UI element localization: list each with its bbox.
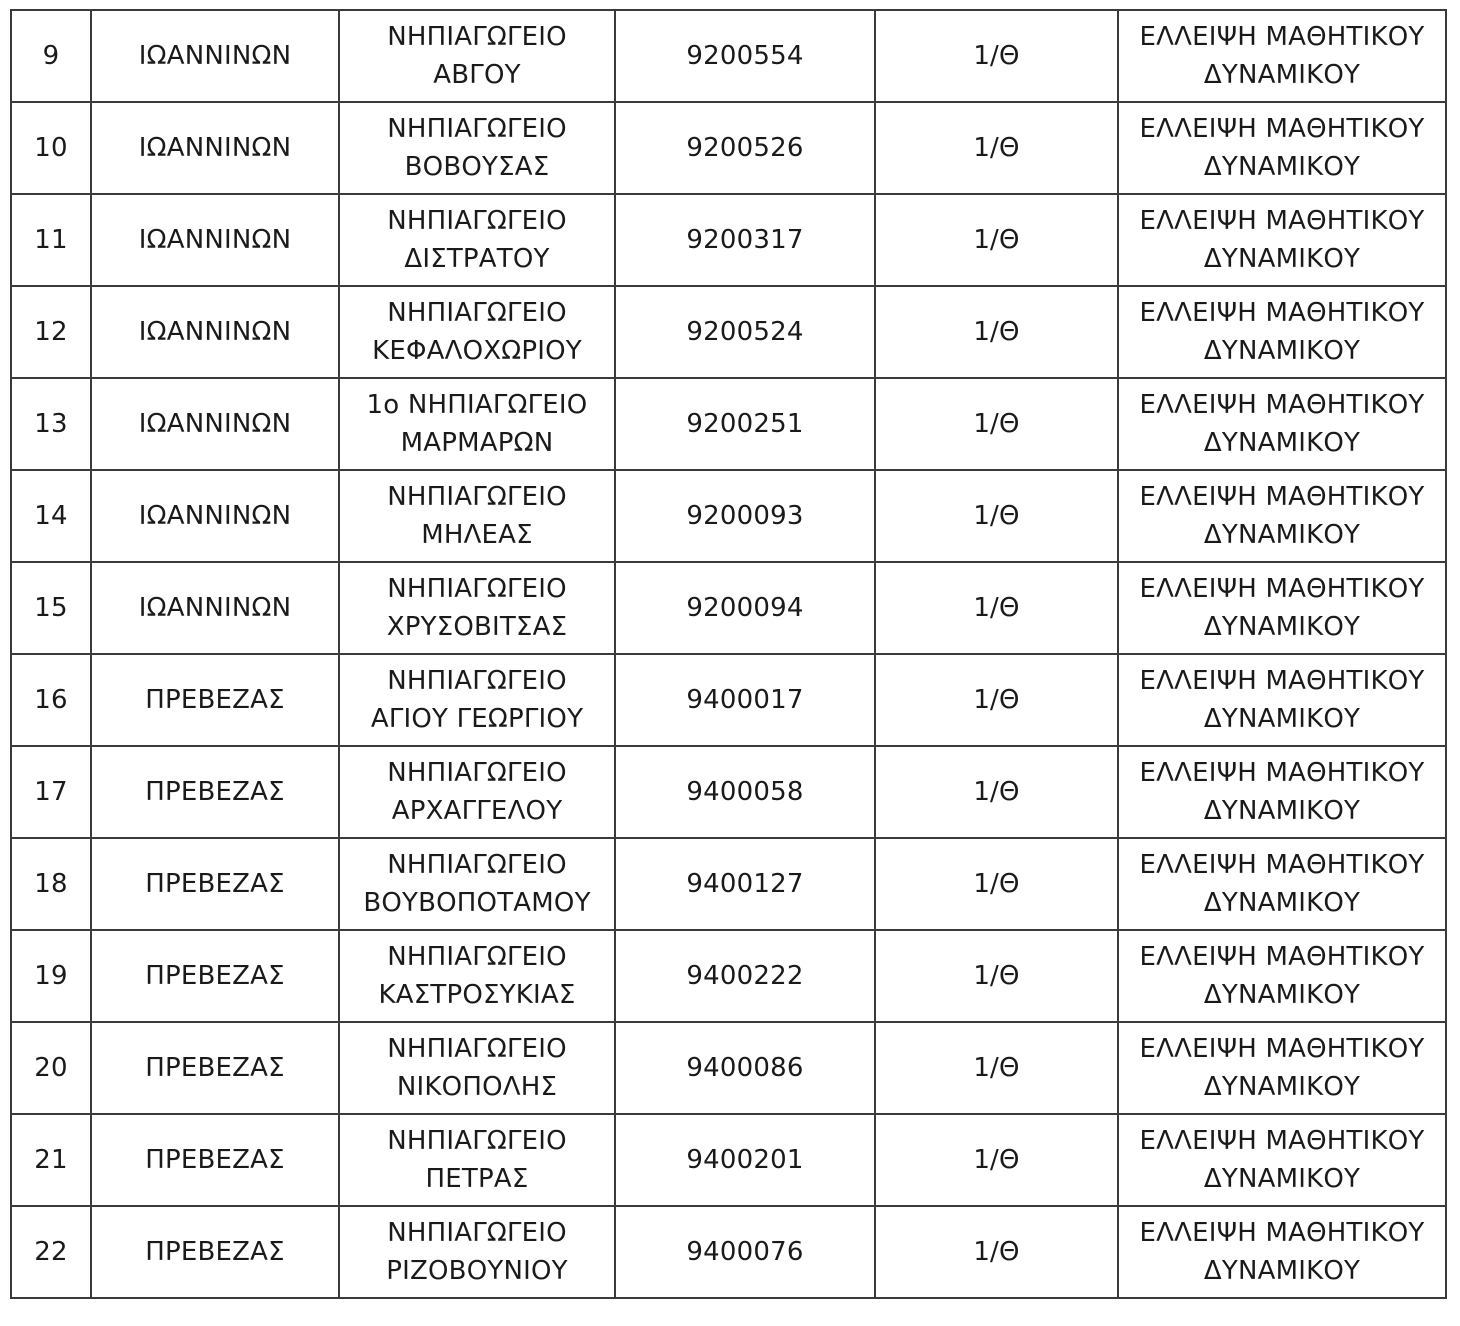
prefecture-text: ΠΡΕΒΕΖΑΣ bbox=[145, 1053, 285, 1083]
table-row bbox=[11, 10, 1446, 102]
row-number-text: 19 bbox=[34, 961, 68, 991]
row-number-cell bbox=[11, 1114, 91, 1206]
table-row bbox=[11, 378, 1446, 470]
row-number-cell bbox=[11, 378, 91, 470]
prefecture-text: ΙΩΑΝΝΙΝΩΝ bbox=[138, 225, 292, 255]
school-name-line-1: ΝΗΠΙΑΓΩΓΕΙΟ bbox=[387, 206, 567, 236]
school-code-cell bbox=[615, 562, 875, 654]
school-type-cell bbox=[875, 930, 1118, 1022]
reason-line-1: ΕΛΛΕΙΨΗ ΜΑΘΗΤΙΚΟΥ bbox=[1139, 1034, 1425, 1064]
reason-line-2: ΔΥΝΑΜΙΚΟΥ bbox=[1203, 1256, 1361, 1286]
reason-line-2: ΔΥΝΑΜΙΚΟΥ bbox=[1203, 1164, 1361, 1194]
row-number-cell bbox=[11, 1206, 91, 1298]
school-name-line-1: ΝΗΠΙΑΓΩΓΕΙΟ bbox=[387, 22, 567, 52]
prefecture-cell bbox=[91, 470, 339, 562]
prefecture-text: ΙΩΑΝΝΙΝΩΝ bbox=[138, 41, 292, 71]
school-type-cell bbox=[875, 102, 1118, 194]
school-code-cell bbox=[615, 102, 875, 194]
school-type-text: 1/Θ bbox=[973, 961, 1020, 991]
school-code-text: 9200524 bbox=[686, 317, 804, 347]
school-name-line-1: ΝΗΠΙΑΓΩΓΕΙΟ bbox=[387, 574, 567, 604]
table-row bbox=[11, 102, 1446, 194]
reason-line-1: ΕΛΛΕΙΨΗ ΜΑΘΗΤΙΚΟΥ bbox=[1139, 1218, 1425, 1248]
reason-cell bbox=[1118, 1206, 1446, 1298]
reason-line-2: ΔΥΝΑΜΙΚΟΥ bbox=[1203, 520, 1361, 550]
table-row bbox=[11, 1206, 1446, 1298]
school-type-text: 1/Θ bbox=[973, 1145, 1020, 1175]
reason-line-1: ΕΛΛΕΙΨΗ ΜΑΘΗΤΙΚΟΥ bbox=[1139, 1126, 1425, 1156]
prefecture-cell bbox=[91, 194, 339, 286]
row-number-cell bbox=[11, 10, 91, 102]
school-name-line-2: ΚΑΣΤΡΟΣΥΚΙΑΣ bbox=[378, 980, 576, 1010]
reason-line-1: ΕΛΛΕΙΨΗ ΜΑΘΗΤΙΚΟΥ bbox=[1139, 114, 1425, 144]
reason-line-1: ΕΛΛΕΙΨΗ ΜΑΘΗΤΙΚΟΥ bbox=[1139, 850, 1425, 880]
reason-line-2: ΔΥΝΑΜΙΚΟΥ bbox=[1203, 796, 1361, 826]
school-name-line-1: ΝΗΠΙΑΓΩΓΕΙΟ bbox=[387, 942, 567, 972]
reason-line-1: ΕΛΛΕΙΨΗ ΜΑΘΗΤΙΚΟΥ bbox=[1139, 390, 1425, 420]
reason-line-2: ΔΥΝΑΜΙΚΟΥ bbox=[1203, 1072, 1361, 1102]
row-number-text: 15 bbox=[34, 593, 68, 623]
school-name-line-2: ΑΡΧΑΓΓΕΛΟΥ bbox=[391, 796, 563, 826]
table-row bbox=[11, 1022, 1446, 1114]
prefecture-text: ΠΡΕΒΕΖΑΣ bbox=[145, 869, 285, 899]
reason-cell bbox=[1118, 654, 1446, 746]
row-number-cell bbox=[11, 286, 91, 378]
school-code-cell bbox=[615, 746, 875, 838]
school-name-line-1: ΝΗΠΙΑΓΩΓΕΙΟ bbox=[387, 298, 567, 328]
reason-line-1: ΕΛΛΕΙΨΗ ΜΑΘΗΤΙΚΟΥ bbox=[1139, 22, 1425, 52]
reason-line-2: ΔΥΝΑΜΙΚΟΥ bbox=[1203, 336, 1361, 366]
prefecture-text: ΙΩΑΝΝΙΝΩΝ bbox=[138, 409, 292, 439]
school-type-cell bbox=[875, 1114, 1118, 1206]
reason-cell bbox=[1118, 286, 1446, 378]
reason-line-1: ΕΛΛΕΙΨΗ ΜΑΘΗΤΙΚΟΥ bbox=[1139, 942, 1425, 972]
school-name-line-2: ΡΙΖΟΒΟΥΝΙΟΥ bbox=[386, 1256, 568, 1286]
school-type-text: 1/Θ bbox=[973, 777, 1020, 807]
row-number-text: 13 bbox=[34, 409, 68, 439]
prefecture-cell bbox=[91, 102, 339, 194]
row-number-cell bbox=[11, 1022, 91, 1114]
prefecture-cell bbox=[91, 286, 339, 378]
reason-line-1: ΕΛΛΕΙΨΗ ΜΑΘΗΤΙΚΟΥ bbox=[1139, 574, 1425, 604]
school-code-text: 9200093 bbox=[686, 501, 804, 531]
reason-line-2: ΔΥΝΑΜΙΚΟΥ bbox=[1203, 152, 1361, 182]
school-type-cell bbox=[875, 378, 1118, 470]
prefecture-text: ΠΡΕΒΕΖΑΣ bbox=[145, 961, 285, 991]
schools-table-container bbox=[10, 9, 1447, 1299]
school-name-line-2: ΚΕΦΑΛΟΧΩΡΙΟΥ bbox=[372, 336, 582, 366]
school-name-line-1: ΝΗΠΙΑΓΩΓΕΙΟ bbox=[387, 758, 567, 788]
school-type-text: 1/Θ bbox=[973, 501, 1020, 531]
school-code-text: 9400017 bbox=[686, 685, 804, 715]
reason-cell bbox=[1118, 930, 1446, 1022]
prefecture-cell bbox=[91, 746, 339, 838]
table-row bbox=[11, 194, 1446, 286]
reason-cell bbox=[1118, 194, 1446, 286]
school-name-cell bbox=[339, 286, 615, 378]
reason-line-2: ΔΥΝΑΜΙΚΟΥ bbox=[1203, 428, 1361, 458]
school-code-cell bbox=[615, 378, 875, 470]
school-name-cell bbox=[339, 378, 615, 470]
school-name-line-2: ΠΕΤΡΑΣ bbox=[425, 1164, 529, 1194]
school-type-cell bbox=[875, 746, 1118, 838]
row-number-cell bbox=[11, 470, 91, 562]
school-code-text: 9400127 bbox=[686, 869, 804, 899]
school-name-line-2: ΧΡΥΣΟΒΙΤΣΑΣ bbox=[386, 612, 568, 642]
table-row bbox=[11, 654, 1446, 746]
school-code-text: 9400058 bbox=[686, 777, 804, 807]
prefecture-cell bbox=[91, 1114, 339, 1206]
prefecture-text: ΠΡΕΒΕΖΑΣ bbox=[145, 685, 285, 715]
reason-cell bbox=[1118, 378, 1446, 470]
table-row bbox=[11, 1114, 1446, 1206]
reason-cell bbox=[1118, 562, 1446, 654]
school-name-line-2: ΜΑΡΜΑΡΩΝ bbox=[400, 428, 554, 458]
row-number-cell bbox=[11, 930, 91, 1022]
reason-cell bbox=[1118, 838, 1446, 930]
school-code-cell bbox=[615, 838, 875, 930]
school-name-line-1: ΝΗΠΙΑΓΩΓΕΙΟ bbox=[387, 114, 567, 144]
reason-cell bbox=[1118, 1114, 1446, 1206]
prefecture-text: ΙΩΑΝΝΙΝΩΝ bbox=[138, 317, 292, 347]
school-name-cell bbox=[339, 562, 615, 654]
table-row bbox=[11, 470, 1446, 562]
school-code-text: 9200317 bbox=[686, 225, 804, 255]
row-number-cell bbox=[11, 102, 91, 194]
school-code-cell bbox=[615, 1022, 875, 1114]
school-code-cell bbox=[615, 1206, 875, 1298]
school-name-cell bbox=[339, 930, 615, 1022]
school-type-cell bbox=[875, 286, 1118, 378]
reason-line-1: ΕΛΛΕΙΨΗ ΜΑΘΗΤΙΚΟΥ bbox=[1139, 758, 1425, 788]
school-name-cell bbox=[339, 470, 615, 562]
prefecture-text: ΠΡΕΒΕΖΑΣ bbox=[145, 1237, 285, 1267]
school-code-text: 9200094 bbox=[686, 593, 804, 623]
schools-table bbox=[10, 9, 1447, 1299]
prefecture-text: ΠΡΕΒΕΖΑΣ bbox=[145, 777, 285, 807]
row-number-text: 10 bbox=[34, 133, 68, 163]
reason-line-1: ΕΛΛΕΙΨΗ ΜΑΘΗΤΙΚΟΥ bbox=[1139, 666, 1425, 696]
school-code-text: 9200554 bbox=[686, 41, 804, 71]
school-name-line-2: ΒΟΥΒΟΠΟΤΑΜΟΥ bbox=[363, 888, 591, 918]
school-type-text: 1/Θ bbox=[973, 1237, 1020, 1267]
reason-line-2: ΔΥΝΑΜΙΚΟΥ bbox=[1203, 704, 1361, 734]
prefecture-text: ΙΩΑΝΝΙΝΩΝ bbox=[138, 133, 292, 163]
reason-cell bbox=[1118, 10, 1446, 102]
row-number-text: 18 bbox=[34, 869, 68, 899]
reason-line-2: ΔΥΝΑΜΙΚΟΥ bbox=[1203, 612, 1361, 642]
school-type-text: 1/Θ bbox=[973, 409, 1020, 439]
school-type-cell bbox=[875, 1206, 1118, 1298]
row-number-text: 17 bbox=[34, 777, 68, 807]
row-number-text: 11 bbox=[34, 225, 68, 255]
table-row bbox=[11, 746, 1446, 838]
school-code-cell bbox=[615, 930, 875, 1022]
school-type-cell bbox=[875, 562, 1118, 654]
school-name-line-2: ΑΒΓΟΥ bbox=[433, 60, 521, 90]
row-number-text: 9 bbox=[42, 41, 60, 71]
school-name-line-1: 1ο ΝΗΠΙΑΓΩΓΕΙΟ bbox=[366, 390, 588, 420]
school-code-cell bbox=[615, 1114, 875, 1206]
school-type-cell bbox=[875, 10, 1118, 102]
prefecture-cell bbox=[91, 1206, 339, 1298]
prefecture-text: ΙΩΑΝΝΙΝΩΝ bbox=[138, 501, 292, 531]
reason-cell bbox=[1118, 102, 1446, 194]
prefecture-cell bbox=[91, 930, 339, 1022]
school-code-cell bbox=[615, 286, 875, 378]
prefecture-cell bbox=[91, 562, 339, 654]
school-name-line-2: ΝΙΚΟΠΟΛΗΣ bbox=[396, 1072, 558, 1102]
school-name-line-1: ΝΗΠΙΑΓΩΓΕΙΟ bbox=[387, 1126, 567, 1156]
school-name-cell bbox=[339, 1022, 615, 1114]
row-number-cell bbox=[11, 194, 91, 286]
prefecture-cell bbox=[91, 10, 339, 102]
reason-cell bbox=[1118, 746, 1446, 838]
prefecture-cell bbox=[91, 1022, 339, 1114]
school-type-cell bbox=[875, 1022, 1118, 1114]
school-code-cell bbox=[615, 10, 875, 102]
prefecture-cell bbox=[91, 654, 339, 746]
school-name-cell bbox=[339, 10, 615, 102]
reason-line-2: ΔΥΝΑΜΙΚΟΥ bbox=[1203, 60, 1361, 90]
row-number-text: 20 bbox=[34, 1053, 68, 1083]
reason-cell bbox=[1118, 470, 1446, 562]
prefecture-text: ΙΩΑΝΝΙΝΩΝ bbox=[138, 593, 292, 623]
row-number-cell bbox=[11, 746, 91, 838]
school-code-cell bbox=[615, 470, 875, 562]
row-number-cell bbox=[11, 654, 91, 746]
reason-line-1: ΕΛΛΕΙΨΗ ΜΑΘΗΤΙΚΟΥ bbox=[1139, 482, 1425, 512]
reason-line-1: ΕΛΛΕΙΨΗ ΜΑΘΗΤΙΚΟΥ bbox=[1139, 298, 1425, 328]
row-number-cell bbox=[11, 838, 91, 930]
school-type-text: 1/Θ bbox=[973, 685, 1020, 715]
school-type-cell bbox=[875, 654, 1118, 746]
school-name-line-2: ΑΓΙΟΥ ΓΕΩΡΓΙΟΥ bbox=[370, 704, 584, 734]
school-code-text: 9400201 bbox=[686, 1145, 804, 1175]
table-row bbox=[11, 562, 1446, 654]
row-number-text: 22 bbox=[34, 1237, 68, 1267]
table-body bbox=[11, 10, 1446, 1298]
school-code-text: 9400076 bbox=[686, 1237, 804, 1267]
school-code-text: 9200526 bbox=[686, 133, 804, 163]
prefecture-cell bbox=[91, 838, 339, 930]
school-name-cell bbox=[339, 1206, 615, 1298]
school-name-cell bbox=[339, 746, 615, 838]
school-code-text: 9400086 bbox=[686, 1053, 804, 1083]
school-type-text: 1/Θ bbox=[973, 869, 1020, 899]
table-row bbox=[11, 286, 1446, 378]
reason-line-1: ΕΛΛΕΙΨΗ ΜΑΘΗΤΙΚΟΥ bbox=[1139, 206, 1425, 236]
reason-line-2: ΔΥΝΑΜΙΚΟΥ bbox=[1203, 888, 1361, 918]
school-code-cell bbox=[615, 194, 875, 286]
school-name-line-2: ΒΟΒΟΥΣΑΣ bbox=[404, 152, 550, 182]
school-code-text: 9200251 bbox=[686, 409, 804, 439]
row-number-cell bbox=[11, 562, 91, 654]
reason-line-2: ΔΥΝΑΜΙΚΟΥ bbox=[1203, 244, 1361, 274]
row-number-text: 21 bbox=[34, 1145, 68, 1175]
reason-line-2: ΔΥΝΑΜΙΚΟΥ bbox=[1203, 980, 1361, 1010]
school-code-cell bbox=[615, 654, 875, 746]
school-name-cell bbox=[339, 838, 615, 930]
school-name-line-2: ΜΗΛΕΑΣ bbox=[421, 520, 533, 550]
school-name-line-2: ΔΙΣΤΡΑΤΟΥ bbox=[404, 244, 550, 274]
school-name-line-1: ΝΗΠΙΑΓΩΓΕΙΟ bbox=[387, 666, 567, 696]
school-name-cell bbox=[339, 102, 615, 194]
prefecture-cell bbox=[91, 378, 339, 470]
school-type-cell bbox=[875, 470, 1118, 562]
school-code-text: 9400222 bbox=[686, 961, 804, 991]
school-name-line-1: ΝΗΠΙΑΓΩΓΕΙΟ bbox=[387, 1034, 567, 1064]
prefecture-text: ΠΡΕΒΕΖΑΣ bbox=[145, 1145, 285, 1175]
school-name-cell bbox=[339, 194, 615, 286]
school-name-line-1: ΝΗΠΙΑΓΩΓΕΙΟ bbox=[387, 482, 567, 512]
school-type-cell bbox=[875, 194, 1118, 286]
reason-cell bbox=[1118, 1022, 1446, 1114]
row-number-text: 12 bbox=[34, 317, 68, 347]
table-row bbox=[11, 930, 1446, 1022]
school-type-text: 1/Θ bbox=[973, 593, 1020, 623]
school-name-line-1: ΝΗΠΙΑΓΩΓΕΙΟ bbox=[387, 1218, 567, 1248]
school-type-text: 1/Θ bbox=[973, 133, 1020, 163]
row-number-text: 14 bbox=[34, 501, 68, 531]
school-name-cell bbox=[339, 654, 615, 746]
school-type-text: 1/Θ bbox=[973, 225, 1020, 255]
table-row bbox=[11, 838, 1446, 930]
school-type-cell bbox=[875, 838, 1118, 930]
school-name-cell bbox=[339, 1114, 615, 1206]
row-number-text: 16 bbox=[34, 685, 68, 715]
school-type-text: 1/Θ bbox=[973, 1053, 1020, 1083]
school-type-text: 1/Θ bbox=[973, 41, 1020, 71]
school-type-text: 1/Θ bbox=[973, 317, 1020, 347]
school-name-line-1: ΝΗΠΙΑΓΩΓΕΙΟ bbox=[387, 850, 567, 880]
